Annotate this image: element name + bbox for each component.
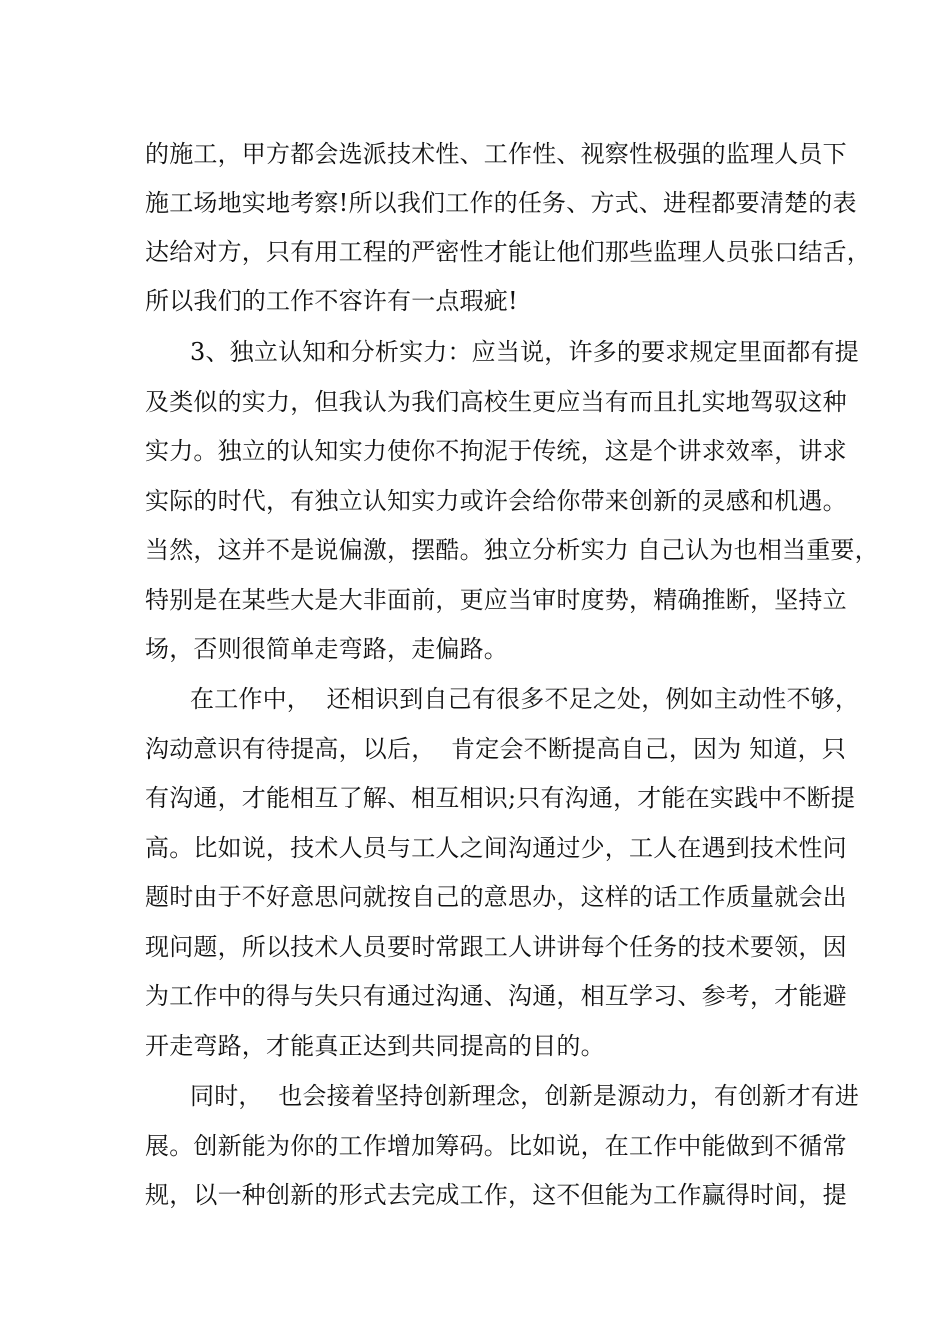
- text-line: 规，以一种创新的形式去完成工作，这不但能为工作赢得时间，提: [145, 1181, 847, 1209]
- text-line: 高。比如说，技术人员与工人之间沟通过少，工人在遇到技术性问: [145, 834, 847, 862]
- text-line: 展。创新能为你的工作增加筹码。比如说，在工作中能做到不循常: [145, 1132, 847, 1160]
- paragraph-start-line: 3、独立认知和分析实力：应当说，许多的要求规定里面都有提: [190, 338, 859, 366]
- text-line: 开走弯路，才能真正达到共同提高的目的。: [145, 1032, 605, 1060]
- text-line: 实力。独立的认知实力使你不拘泥于传统，这是个讲求效率，讲求: [145, 437, 847, 465]
- text-line: 实际的时代，有独立认知实力或许会给你带来创新的灵感和机遇。: [145, 487, 847, 515]
- text-line: 当然，这并不是说偏激，摆酷。独立分析实力 自己认为也相当重要，: [145, 536, 879, 564]
- text-line: 有沟通，才能相互了解、相互相识;只有沟通，才能在实践中不断提: [145, 784, 856, 812]
- text-line: 题时由于不好意思问就按自己的意思办，这样的话工作质量就会出: [145, 883, 847, 911]
- text-line: 现问题，所以技术人员要时常跟工人讲讲每个任务的技术要领，因: [145, 933, 847, 961]
- paragraph-start-line: 同时， 也会接着坚持创新理念，创新是源动力，有创新才有进: [190, 1082, 860, 1110]
- text-line: 及类似的实力，但我认为我们高校生更应当有而且扎实地驾驭这种: [145, 388, 847, 416]
- text-line: 施工场地实地考察!所以我们工作的任务、方式、进程都要清楚的表: [145, 189, 857, 217]
- paragraph-start-line: 在工作中， 还相识到自己有很多不足之处，例如主动性不够，: [190, 685, 860, 713]
- text-line: 达给对方，只有用工程的严密性才能让他们那些监理人员张口结舌，: [145, 238, 871, 266]
- text-line: 场，否则很简单走弯路，走偏路。: [145, 635, 508, 663]
- text-line: 特别是在某些大是大非面前，更应当审时度势，精确推断，坚持立: [145, 586, 847, 614]
- text-line: 的施工，甲方都会选派技术性、工作性、视察性极强的监理人员下: [145, 140, 847, 168]
- text-line: 为工作中的得与失只有通过沟通、沟通，相互学习、参考，才能避: [145, 982, 847, 1010]
- text-line: 所以我们的工作不容许有一点瑕疵!: [145, 287, 518, 315]
- text-line: 沟动意识有待提高，以后， 肯定会不断提高自己，因为 知道，只: [145, 735, 847, 763]
